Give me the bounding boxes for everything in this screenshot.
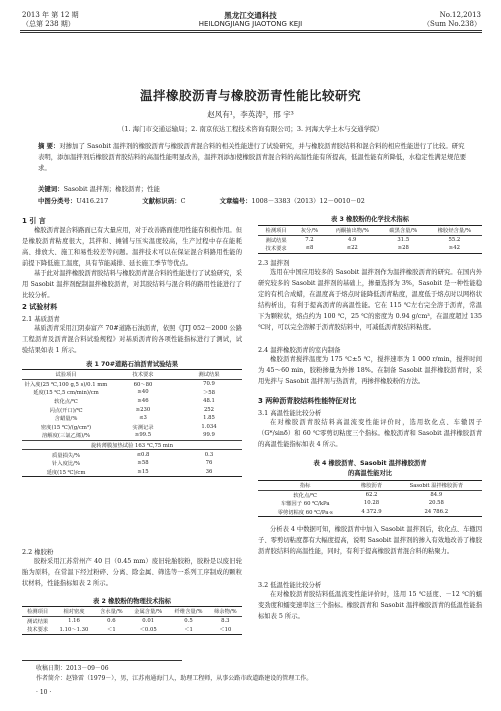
- table4-cell: 24 786.2: [391, 508, 482, 517]
- subsection-rubber-powder: 2.2 橡胶粉: [22, 548, 54, 556]
- subsection-base-asphalt: 2.1 基质沥青: [22, 315, 60, 323]
- journal-name-cn: 黑龙江交通科技: [224, 11, 277, 20]
- table3-cell: 55.2: [448, 236, 461, 243]
- table2-row: [22, 625, 242, 634]
- table3-header-cell: 灰分/%: [294, 226, 324, 236]
- table3-cell: 测试结果: [265, 237, 287, 244]
- table1-header-row: [22, 370, 242, 380]
- table3-caption: 表 3 橡胶粉的化学技术指标: [330, 216, 410, 223]
- class-number: U416.217: [76, 197, 109, 205]
- base-asphalt-paragraph: 基质沥青采用江阴泰富产 70#道路石油沥青，依照《JTJ 052－2000 公路工程沥青及沥青混合料试验规程》对基质沥青的各项性能指标进行了测试，试验结果如表 1 所示。: [22, 325, 242, 354]
- intro-text-2: 施工和易性较差等问题。温拌技术可以在保证混合料路用性能的前提下降低施工温度，具有节能减排、延长施工季节等优点。: [22, 248, 243, 267]
- table1-cell: 1.85: [203, 415, 215, 422]
- table3-row: [258, 235, 482, 244]
- table2-header-cell: 含水量/%: [95, 607, 128, 617]
- abstract: [38, 141, 468, 175]
- table1-cell: 针入度比/%: [51, 461, 80, 468]
- table4-header-cell: Sasobit 温拌橡胶沥青: [391, 481, 482, 491]
- table2-header-cell: 金属含量/%: [128, 607, 168, 617]
- table1-cell: 70.9: [203, 380, 215, 387]
- intro-text-1: 橡胶沥青混合料路面已有大量应用，对于改善路面使用性能有积极作用。但是橡胶沥青粘度很大，其拌和、摊铺与压实温度较高，生产过程中存在能耗高、排放大、: [22, 227, 242, 256]
- table1-cell: 60～80: [133, 381, 153, 388]
- table1-cell: 延度(15 ℃)/cm: [22, 468, 110, 477]
- table1-subheader-cell: 旋转薄膜加热试验 163 ℃,75 min: [22, 440, 242, 450]
- table3: [258, 225, 482, 254]
- table2-cell: 0.6: [107, 617, 116, 624]
- table2-cell: 8.3: [221, 617, 230, 624]
- table3-header-cell: 橡胶烃含量/%: [427, 226, 482, 236]
- abstract-text: 对掺加了 Sasobit 温拌剂的橡胶沥青与橡胶沥青混合料的相关性能进行了试验研究，并与橡胶沥青胶结料和混合料的相应性能进行了比较。研究表明，添加温拌剂后橡胶沥青胶结料的高温性能明显改善，温拌剂添加使橡胶沥青混合料的高温性能有所提高，低温性能有所降低，水稳定性满足规范要求。: [38, 142, 467, 173]
- table1-cell: 密度(15 ℃)/(g/cm³): [40, 424, 92, 431]
- table4-row: [258, 508, 482, 517]
- table3-header-cell: 碳黑含量/%: [380, 226, 427, 236]
- table2-header-cell: 纤维含量/%: [168, 607, 208, 617]
- warm-mix-agent-paragraph: 选用在中国应用较多的 Sasobit 温拌剂作为温拌橡胶沥青的研究。在国内外研究较多的 Sasobit 温拌剂的基础上，掺量选择为 3%，Sasobit 是一种性能稳定的有机合成蜡，在温度高于熔点时能降低沥青粘度，温度低于熔点时以网格状结构析出，有利于提高沥青的高温性能。它在 115 ℃左右完全溶于沥青，常温下为颗粒状，熔点约为 100 ℃，25 ℃的密度为 0.94 g/cm³，在温度超过 135 ℃时，可以完全溶解于沥青胶结料中，可减低沥青胶结料粘度。: [258, 269, 482, 331]
- section-comparison-heading: 3 两种沥青胶结料性能特征对比: [258, 397, 357, 405]
- table3-row: [258, 244, 482, 253]
- abstract-label: 摘 要：: [38, 142, 60, 150]
- table1-row: [22, 431, 242, 440]
- table2-cell: 0.01: [142, 617, 155, 624]
- table3-cell: 31.5: [397, 236, 410, 243]
- journal-name-en: HEILONGJIANG JIAOTONG KEJI: [198, 20, 303, 28]
- table1-cell: 闪点(开口)/℃: [49, 407, 83, 414]
- table1-cell: ≥58: [137, 460, 149, 467]
- table1-cell: ≥46: [137, 398, 149, 405]
- table1-cell: ＞58: [202, 390, 216, 397]
- table4-row: [258, 490, 482, 499]
- keywords-text: Sasobit 温拌剂；橡胶沥青；性能: [63, 185, 160, 193]
- table3-cell: 技术要求: [258, 244, 294, 253]
- table4: [258, 480, 482, 517]
- table1-cell: 针入度(25 ℃,100 g,5 s)/0.1 mm: [24, 381, 108, 388]
- table3-cell: ≥28: [380, 244, 427, 253]
- table4-header-cell: 橡胶沥青: [352, 481, 390, 491]
- table4-cell: 20.58: [428, 500, 444, 507]
- keywords: [38, 184, 468, 195]
- header-rule-thin: [20, 32, 482, 33]
- table2-cell: ＜1: [95, 625, 128, 634]
- table1-cell: 实测记录: [132, 424, 154, 431]
- table1-cell: 252: [203, 406, 215, 413]
- subsection-high-temp: 3.1 高温性能比较分析: [258, 409, 322, 417]
- doc-code: C: [180, 197, 186, 205]
- header-rule: [20, 30, 482, 31]
- subsection-low-temp: 3.2 低温性能比较分析: [258, 581, 322, 589]
- table1-cell: 48.1: [203, 398, 215, 405]
- table1-header-cell: 试验项目: [22, 370, 110, 380]
- table1-cell: 软化点/℃: [54, 399, 78, 406]
- table1-cell: ≥40: [137, 389, 149, 396]
- table3-cell: 4.9: [348, 236, 357, 243]
- table3-header-cell: 丙酮抽出物/%: [325, 226, 380, 236]
- table3-cell: ≤8: [294, 244, 324, 253]
- table2-caption: 表 2 橡胶粉的物理技术指标: [92, 598, 172, 605]
- table4-cell: 10.28: [363, 500, 380, 507]
- table2-header-cell: 相对密度: [53, 607, 95, 617]
- table1-cell: 溶解度(三氯乙烯)/%: [41, 433, 91, 440]
- intro-paragraph: [22, 226, 242, 270]
- table4-cell: 62.2: [365, 491, 378, 498]
- intro-paragraph-2: 基于此对温拌橡胶沥青胶结料与橡胶沥青混合料的性能进行了试验研究，采用 Sasobit 温拌剂配制温拌橡胶沥青，对其胶结料与混合料的路用性能进行了比较分析。: [22, 270, 242, 299]
- subsection-warm-mix-agent: 2.3 温拌剂: [258, 259, 290, 267]
- table1-row: [22, 397, 242, 406]
- table4-caption-line2: 的高温性能对比: [347, 470, 393, 477]
- table4-row: [258, 499, 482, 508]
- paper-title: 温拌橡胶沥青与橡胶沥青性能比较研究: [139, 88, 361, 103]
- table1-cell: ≥99.5: [134, 432, 152, 439]
- table1: [22, 369, 242, 477]
- table1-row: [22, 459, 242, 468]
- journal-sum-number: （Sum No.238）: [423, 20, 481, 28]
- table1-cell: 质量损失/%: [51, 452, 80, 459]
- table1-cell: 0.3: [204, 451, 214, 458]
- table2-cell: ＜0.05: [128, 625, 168, 634]
- table2-cell: 技术要求: [22, 625, 53, 634]
- table2-cell: 1.16: [68, 617, 80, 624]
- journal-issue: 2013 年 第 12 期: [22, 11, 79, 19]
- table2-cell: 测试结果: [27, 618, 49, 625]
- journal-issue-total: （总第 238 期）: [22, 20, 75, 28]
- table3-cell: 7.2: [305, 236, 314, 243]
- table1-cell: 1.034: [201, 423, 217, 430]
- subsection-preparation: 2.4 温拌橡胶沥青的室内制备: [258, 346, 341, 354]
- classification-line: [38, 196, 478, 207]
- footnote-rule: [22, 660, 182, 661]
- section-materials-heading: 2 试验材料: [22, 303, 58, 311]
- keywords-label: 关键词：: [38, 185, 64, 193]
- table1-cell: 76: [205, 460, 213, 467]
- table4-cell: 软化点/℃: [293, 492, 317, 499]
- page-number: · 10 ·: [36, 689, 52, 696]
- doc-code-label: 文献标识码：: [142, 197, 181, 205]
- table3-header-cell: 检测项目: [258, 226, 294, 236]
- table1-row: [22, 423, 242, 432]
- table2-header-cell: 检测项目: [22, 607, 53, 617]
- table1-row: [22, 388, 242, 397]
- table1-header-cell: 技术要求: [110, 370, 176, 380]
- table2-cell: ＜10: [209, 625, 242, 634]
- article-number: 1008－3383（2013）12－0010－02: [251, 197, 365, 205]
- table4-cell: 零剪切粘度 60 ℃/Pa·s: [258, 508, 352, 517]
- section-intro-heading: 1 引 言: [22, 217, 46, 225]
- table3-cell: ≥42: [427, 244, 482, 253]
- table4-header-cell: 指标: [258, 481, 352, 491]
- received-date: 收稿日期：2013－09－06: [36, 665, 109, 672]
- paper-authors: 赵风有¹，李英涛²，邢 宇³: [207, 110, 294, 119]
- table1-header-cell: 测试结果: [176, 370, 242, 380]
- table2-cell: 1.10～1.30: [53, 625, 95, 634]
- table1-cell: ≥230: [135, 406, 151, 413]
- rubber-powder-paragraph: 胶粉采用江苏常州产 40 目（0.45 mm）废旧轮胎胶粉，胶粉是以废旧轮胎为原料，在常温下经过粉碎、分离、除金属、筛选等一系列工序制成的颗粒状材料，性能指标如表 2 所示。: [22, 558, 242, 587]
- table2: [22, 606, 242, 635]
- high-temp-paragraph: 在对橡胶沥青胶结料高温流变性能评价时，选用软化点、车辙因子（G*/sinδ）和 60 ℃零剪切粘度三个指标。橡胶沥青和 Sasobit 温拌橡胶沥青的高温性能指标如表 4 所示。: [258, 419, 482, 448]
- table1-row: [22, 450, 242, 459]
- table1-subheader-row: [22, 440, 242, 450]
- paper-affiliation: （1. 海门市交通运输局；2. 南京依达工程技术咨询有限公司；3. 河海大学土木与交通学院）: [117, 125, 384, 133]
- table1-row: [22, 405, 242, 414]
- preparation-paragraph: 橡胶沥青搅拌温度为 175 ℃±5 ℃，搅拌速率为 1 000 r/min，搅拌时间为 45～60 min，胶粉掺量为外掺 18%。在制备 Sasobit 温拌橡胶沥青时，采用先拌与 Sasobit 温拌剂与热沥青，再掺拌橡胶粉的方法。: [258, 356, 482, 385]
- table1-cell: ≤0.8: [136, 451, 150, 458]
- table3-header-row: [258, 226, 482, 236]
- table1-caption: 表 1 70#道路石油沥青试验结果: [85, 361, 179, 368]
- table1-cell: ≤3: [139, 415, 147, 422]
- class-label: 中图分类号：: [38, 197, 77, 205]
- table2-row: [22, 616, 242, 625]
- table2-header-row: [22, 607, 242, 617]
- table4-analysis-paragraph: 分析表 4 中数据可知，橡胶沥青中加入 Sasobit 温拌剂后，软化点、车辙因子、零剪切粘度都有大幅度提高，说明 Sasobit 温拌剂的掺入有效地改善了橡胶沥青胶结料的高温性能，同时，有利于提高橡胶沥青混合料的粘聚力。: [258, 526, 482, 555]
- table4-cell: 84.9: [430, 491, 443, 498]
- journal-number: No.12,2013: [439, 11, 481, 19]
- table1-row: [22, 468, 242, 477]
- author-bio: 作者简介：赵锋雷（1979－），男，江苏南通海门人，助理工程师，从事公路市政道路建设的管理工作。: [36, 675, 313, 682]
- table1-cell: 99.9: [203, 432, 215, 439]
- low-temp-paragraph: 在对橡胶沥青胶结料低温流变性能评价时，选用 15 ℃延度、－12 ℃的蠕变劲度和蠕变速率这三个指标。橡胶沥青和 Sasobit 温拌橡胶沥青的低温性能指标如表 5 所示。: [258, 591, 482, 620]
- table1-cell: 延度(15 ℃,5 cm/min)/cm: [33, 390, 99, 397]
- table1-cell: 36: [176, 468, 242, 477]
- table2-cell: 0.5: [184, 617, 193, 624]
- article-number-label: 文章编号：: [219, 197, 252, 205]
- table2-cell: ＜1: [168, 625, 208, 634]
- table4-caption-line1: 表 4 橡胶沥青、Sasobit 温拌橡胶沥青: [313, 460, 427, 467]
- table1-row: [22, 414, 242, 423]
- table4-header-row: [258, 481, 482, 491]
- table1-row: [22, 379, 242, 388]
- table4-cell: 4 372.9: [352, 508, 390, 517]
- table1-cell: ≥15: [110, 468, 176, 477]
- table3-cell: ≤22: [325, 244, 380, 253]
- table2-header-cell: 筛余物/%: [209, 607, 242, 617]
- table1-cell: 含蜡量/%: [54, 416, 78, 423]
- table4-cell: 车辙因子 60 ℃/kPa: [280, 501, 330, 508]
